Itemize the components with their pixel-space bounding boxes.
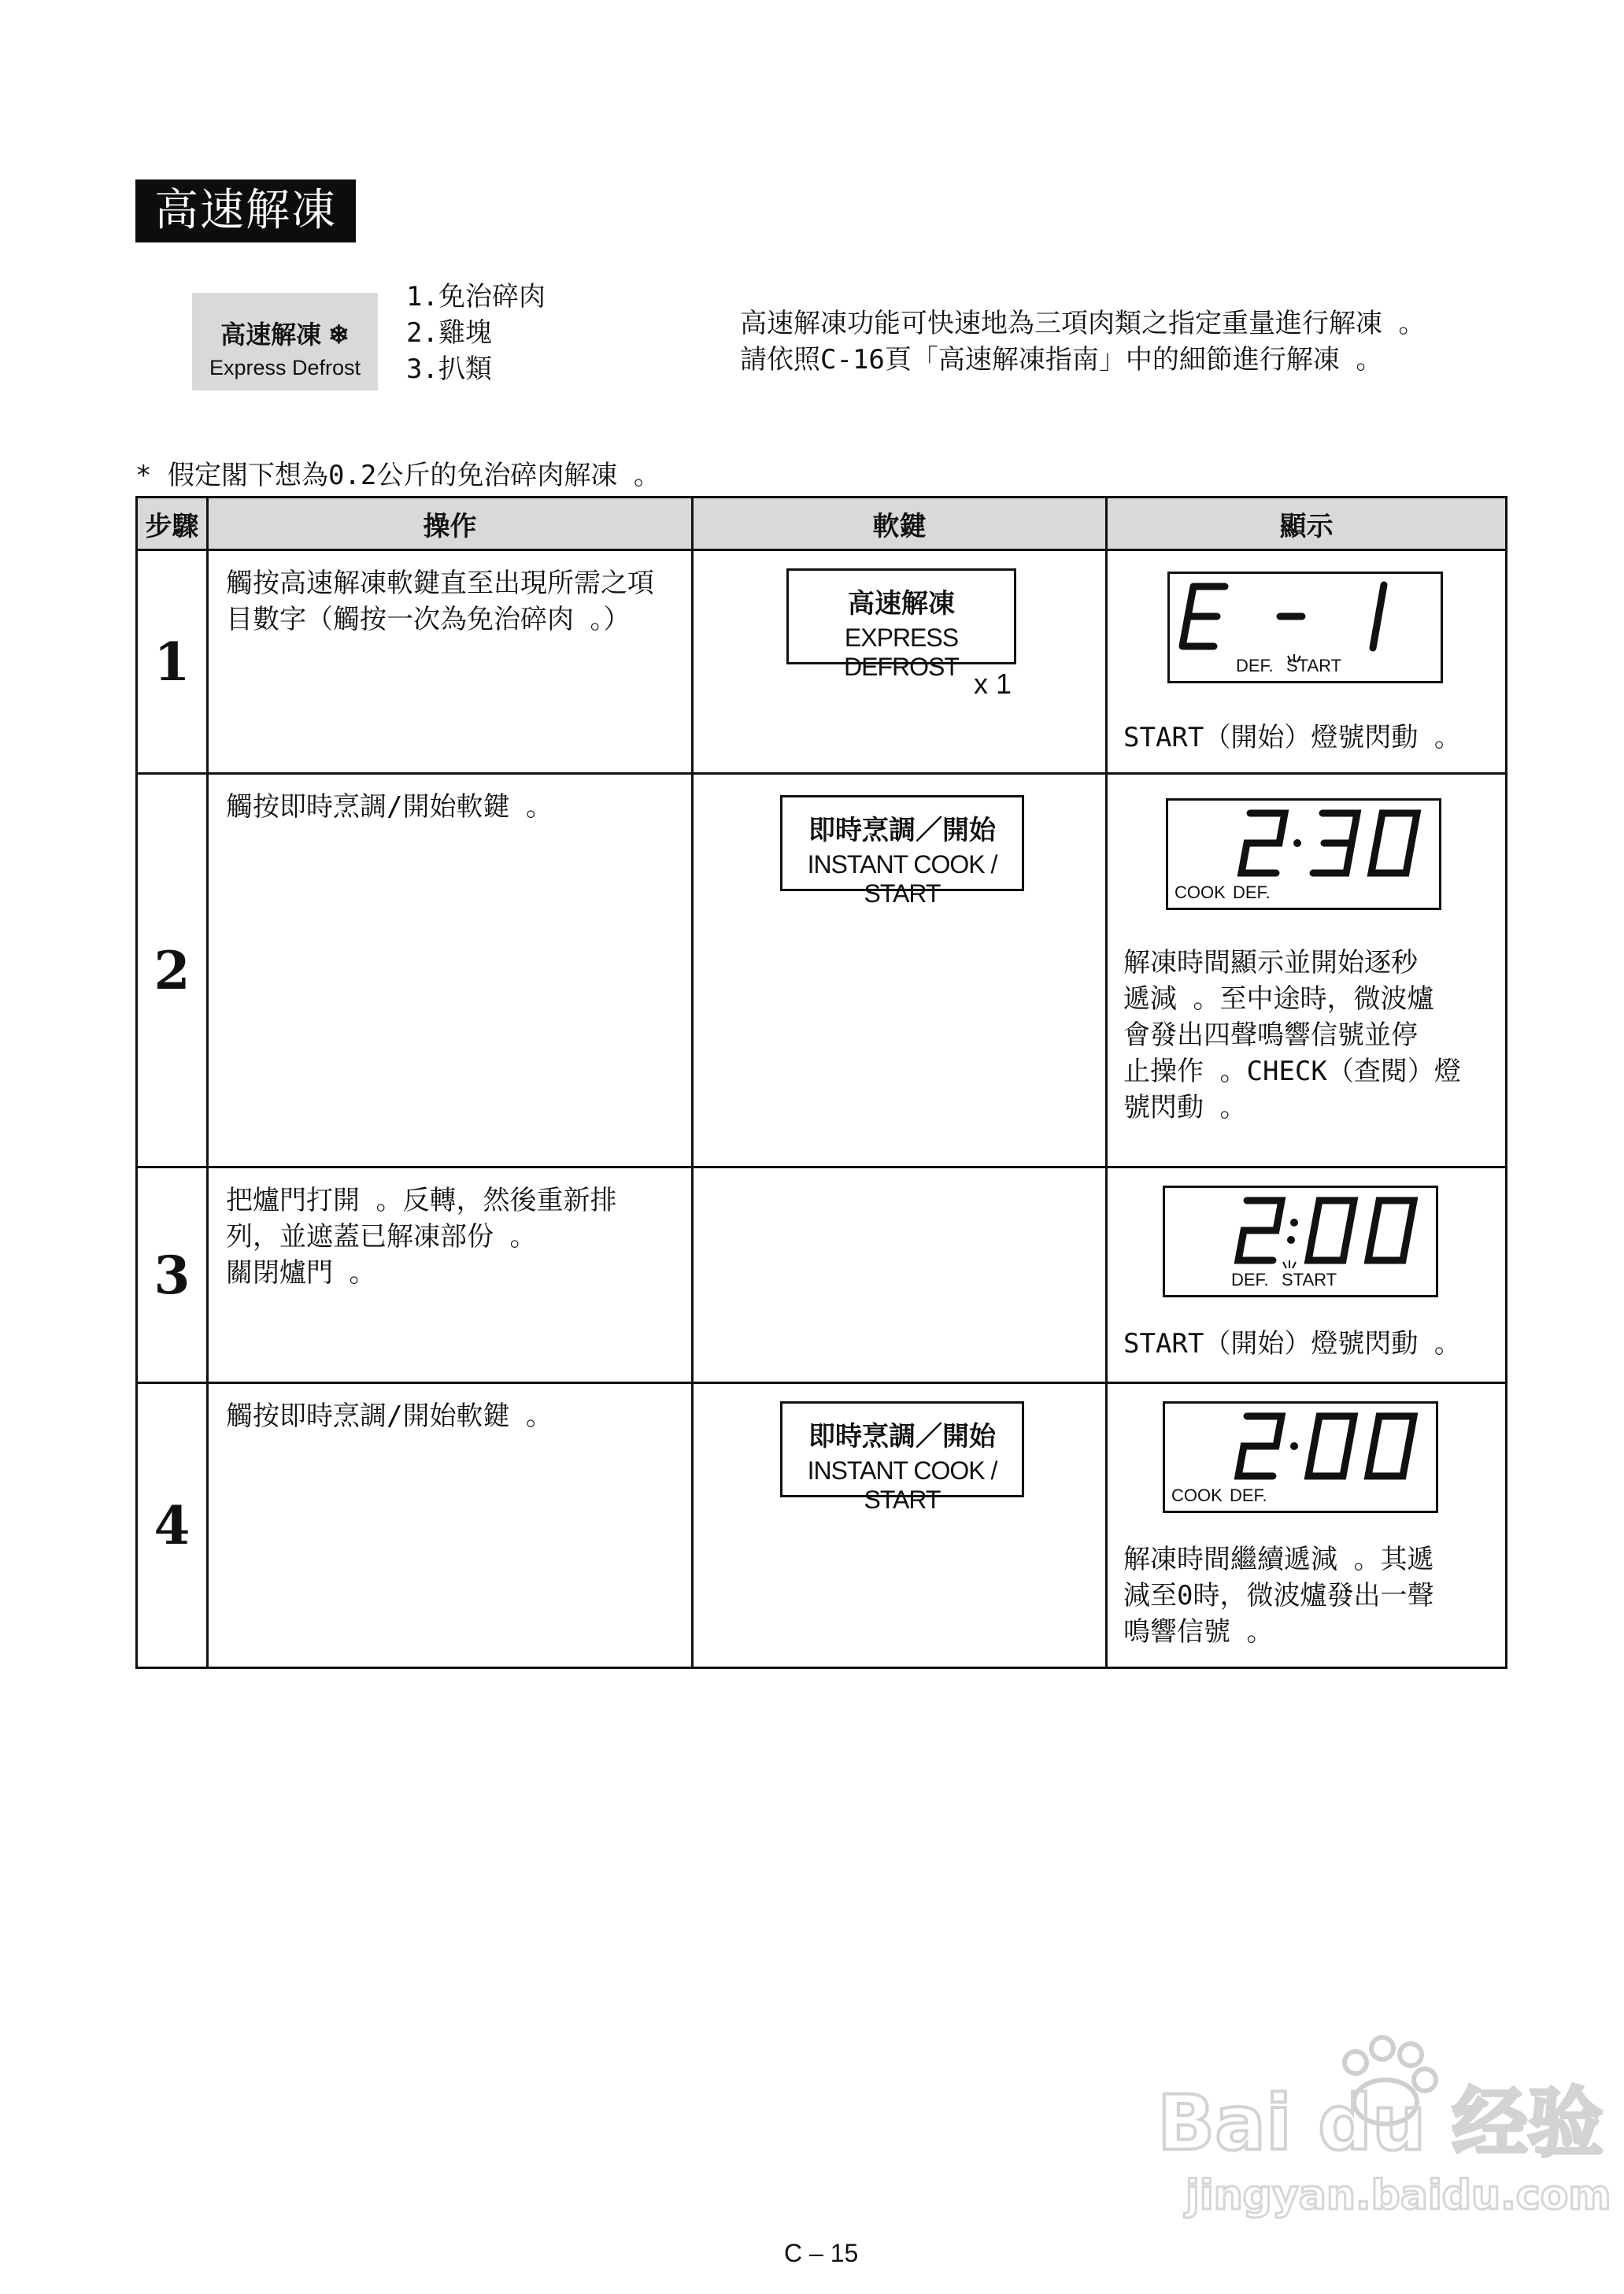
key-cell: [693, 774, 1107, 1167]
key-label-zh: 高速解凍: [848, 589, 955, 619]
operation-text: 觸按高速解凍軟鍵直至出現所需之項目數字（觸按一次為免治碎肉 。）: [226, 568, 654, 635]
instant-cook-start-button[interactable]: [780, 795, 1024, 908]
lcd-display: [1166, 798, 1441, 910]
menu-list: [406, 279, 546, 387]
step-number: 4: [137, 1383, 208, 1668]
key-cell: [693, 1383, 1107, 1668]
operation-text: [209, 1168, 691, 1291]
lcd-display: [1163, 1401, 1438, 1513]
lcd-label-cook: COOK: [1175, 882, 1226, 902]
intro-line: 請依照C-16頁「高速解凍指南」中的細節進行解凍 。: [740, 344, 1383, 376]
status-line: 解凍時間繼續遞減 。其遞: [1123, 1544, 1434, 1575]
intro-paragraph: [740, 305, 1425, 378]
lcd-label-def: DEF.: [1233, 882, 1271, 902]
instant-cook-start-button[interactable]: [780, 1401, 1024, 1514]
operation-cell: [208, 550, 693, 774]
lcd-label-start: START: [1282, 1270, 1337, 1289]
steps-table: [135, 496, 1507, 1669]
table-row: [137, 1383, 1507, 1668]
baidu-watermark-logo: [1157, 2031, 1611, 2228]
watermark-url-text: jingyan.baidu.com: [1186, 2172, 1611, 2219]
status-line: 解凍時間顯示並開始逐秒: [1123, 947, 1418, 979]
display-cell: [1107, 1383, 1507, 1668]
operation-text: 觸按即時烹調/開始軟鍵 。: [226, 791, 553, 823]
step-number: 1: [137, 550, 208, 774]
operation-cell: [208, 1383, 693, 1668]
lcd-label-def: DEF.: [1231, 1270, 1269, 1289]
status-text: [1123, 720, 1461, 756]
operation-cell: [208, 1167, 693, 1383]
menu-item: 3.扒類: [406, 353, 492, 385]
operation-cell: [208, 774, 693, 1167]
operation-line: 關閉爐門 。: [226, 1257, 376, 1289]
lcd-display: [1163, 1186, 1438, 1297]
express-defrost-key-tile: [192, 293, 378, 390]
status-text: [1123, 1326, 1461, 1362]
status-line: START（開始）燈號閃動 。: [1123, 722, 1461, 753]
assumption-note: * 假定閣下想為0.2公斤的免治碎肉解凍 。: [135, 460, 660, 491]
express-defrost-button[interactable]: [786, 568, 1016, 681]
table-header-row: [137, 498, 1507, 550]
page-number: C – 15: [784, 2239, 859, 2267]
status-line: 止操作 。CHECK（查閱）燈: [1123, 1056, 1461, 1087]
key-label-en: INSTANT COOK / START: [807, 1456, 997, 1514]
key-tile-label-en: Express Defrost: [209, 356, 361, 379]
display-cell: [1107, 550, 1507, 774]
operation-line: 把爐門打開 。反轉，然後重新排: [226, 1185, 617, 1216]
watermark-brand-text: Bai du 经验: [1157, 2079, 1604, 2167]
key-tile-label-zh: 高速解凍 ❄: [220, 320, 350, 349]
header-operation: 操作: [208, 498, 693, 550]
key-label-en: EXPRESS DEFROST: [844, 623, 959, 681]
table-row: [137, 550, 1507, 774]
step-number: 2: [137, 774, 208, 1167]
step-number: 3: [137, 1167, 208, 1383]
header-key: 軟鍵: [693, 498, 1107, 550]
page-title: 高速解凍: [135, 179, 356, 242]
status-line: 會發出四聲鳴響信號並停: [1123, 1019, 1418, 1051]
press-count: x 1: [974, 668, 1012, 700]
lcd-label-start: START: [1286, 656, 1342, 675]
menu-item: 1.免治碎肉: [406, 281, 546, 313]
status-line: 號閃動 。: [1123, 1092, 1247, 1123]
display-cell: [1107, 1167, 1507, 1383]
lcd-label-def: DEF.: [1236, 656, 1274, 675]
header-step: 步驟: [137, 498, 208, 550]
operation-text: 觸按即時烹調/開始軟鍵 。: [226, 1400, 553, 1432]
table-row: [137, 774, 1507, 1167]
key-cell: [693, 1167, 1107, 1383]
lcd-display: [1167, 572, 1443, 683]
status-line: START（開始）燈號閃動 。: [1123, 1328, 1461, 1360]
lcd-label-def: DEF.: [1230, 1486, 1267, 1505]
operation-line: 列，並遮蓋已解凍部份 。: [226, 1221, 537, 1252]
status-line: 減至0時，微波爐發出一聲: [1123, 1580, 1434, 1611]
status-line: 鳴響信號 。: [1123, 1616, 1274, 1648]
header-display: 顯示: [1107, 498, 1507, 550]
status-line: 遞減 。至中途時，微波爐: [1123, 983, 1434, 1015]
key-label-en: INSTANT COOK / START: [807, 850, 997, 908]
display-cell: [1107, 774, 1507, 1167]
status-text: [1123, 1541, 1433, 1650]
key-label-zh: 即時烹調／開始: [808, 1422, 996, 1452]
lcd-label-cook: COOK: [1171, 1486, 1223, 1505]
key-label-zh: 即時烹調／開始: [808, 816, 996, 845]
status-text: [1123, 945, 1461, 1126]
intro-line: 高速解凍功能可快速地為三項肉類之指定重量進行解凍 。: [740, 308, 1426, 339]
menu-item: 2.雞塊: [406, 317, 492, 349]
key-cell: [693, 550, 1107, 774]
table-row: [137, 1167, 1507, 1383]
